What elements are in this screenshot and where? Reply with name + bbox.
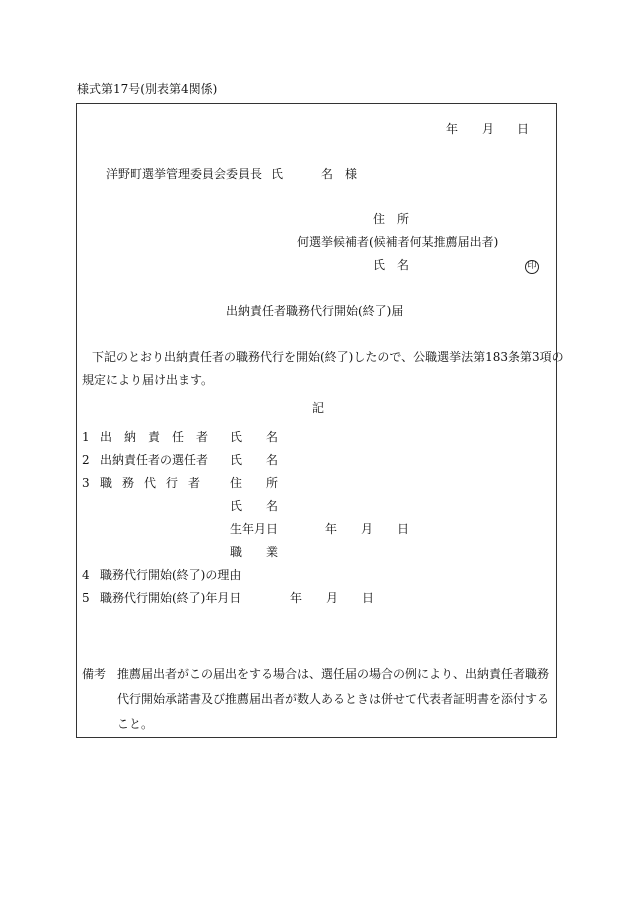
body-line-2: 規定により届け出ます。	[82, 373, 214, 387]
addressee-shi: 氏	[271, 167, 284, 181]
item-1-field-mei: 名	[266, 430, 279, 444]
date-day: 日	[517, 122, 530, 136]
addressee-title: 洋野町選挙管理委員会委員長	[106, 167, 263, 181]
item-3-label	[100, 477, 210, 489]
seal-mark	[525, 258, 539, 274]
item-3-birth-label: 生年月日	[230, 522, 279, 536]
item-5-day: 日	[362, 591, 375, 605]
item-5-year: 年	[290, 591, 303, 605]
item-1-label-text: 出納責任者	[100, 430, 221, 444]
item-3-occ-shoku: 職	[230, 545, 243, 559]
item-3-name-mei: 名	[266, 499, 279, 513]
item-2-number: 2	[82, 453, 90, 467]
item-5-number: 5	[82, 591, 90, 605]
item-3-occ-gyo: 業	[266, 545, 279, 559]
item-2-label: 出納責任者の選任者	[100, 453, 209, 467]
item-3-addr-ju: 住	[230, 476, 243, 490]
remarks-label: 備考	[82, 667, 107, 681]
item-2-field-mei: 名	[266, 453, 279, 467]
item-3-label-text: 職務代行者	[100, 476, 211, 490]
sender-name-label: 氏 名	[373, 258, 410, 272]
item-3-birth-month: 月	[361, 522, 374, 536]
date-month: 月	[482, 122, 495, 136]
item-4-label: 職務代行開始(終了)の理由	[100, 568, 242, 582]
body-line-1: 下記のとおり出納責任者の職務代行を開始(終了)したので、公職選挙法第183条第3項の	[92, 350, 564, 364]
form-frame	[76, 103, 557, 738]
item-3-birth-year: 年	[325, 522, 338, 536]
item-3-birth-day: 日	[397, 522, 410, 536]
sender-address-label: 住 所	[373, 212, 410, 226]
item-5-label: 職務代行開始(終了)年月日	[100, 591, 242, 605]
item-2-field-shi: 氏	[230, 453, 243, 467]
item-3-number: 3	[82, 476, 90, 490]
seal-icon: 印	[525, 260, 539, 274]
ki-heading: 記	[312, 401, 325, 415]
item-5-month: 月	[326, 591, 339, 605]
item-4-number: 4	[82, 568, 90, 582]
date-year: 年	[446, 122, 459, 136]
addressee-sama: 様	[345, 167, 358, 181]
item-1-number: 1	[82, 430, 90, 444]
item-3-name-shi: 氏	[230, 499, 243, 513]
item-1-label	[100, 430, 221, 444]
form-number: 様式第17号(別表第4関係)	[77, 82, 218, 96]
addressee-mei: 名	[321, 167, 334, 181]
sender-role: 何選挙候補者(候補者何某推薦届出者)	[297, 235, 499, 249]
doc-title: 出納責任者職務代行開始(終了)届	[226, 304, 404, 318]
item-3-addr-sho: 所	[266, 476, 279, 490]
remarks-text: 推薦届出者がこの届出をする場合は、選任届の場合の例により、出納責任者職務代行開始承諾書及び推薦届出者が数人あるときは併せて代表者証明書を添付すること。	[117, 667, 550, 731]
item-1-field-shi: 氏	[230, 430, 243, 444]
